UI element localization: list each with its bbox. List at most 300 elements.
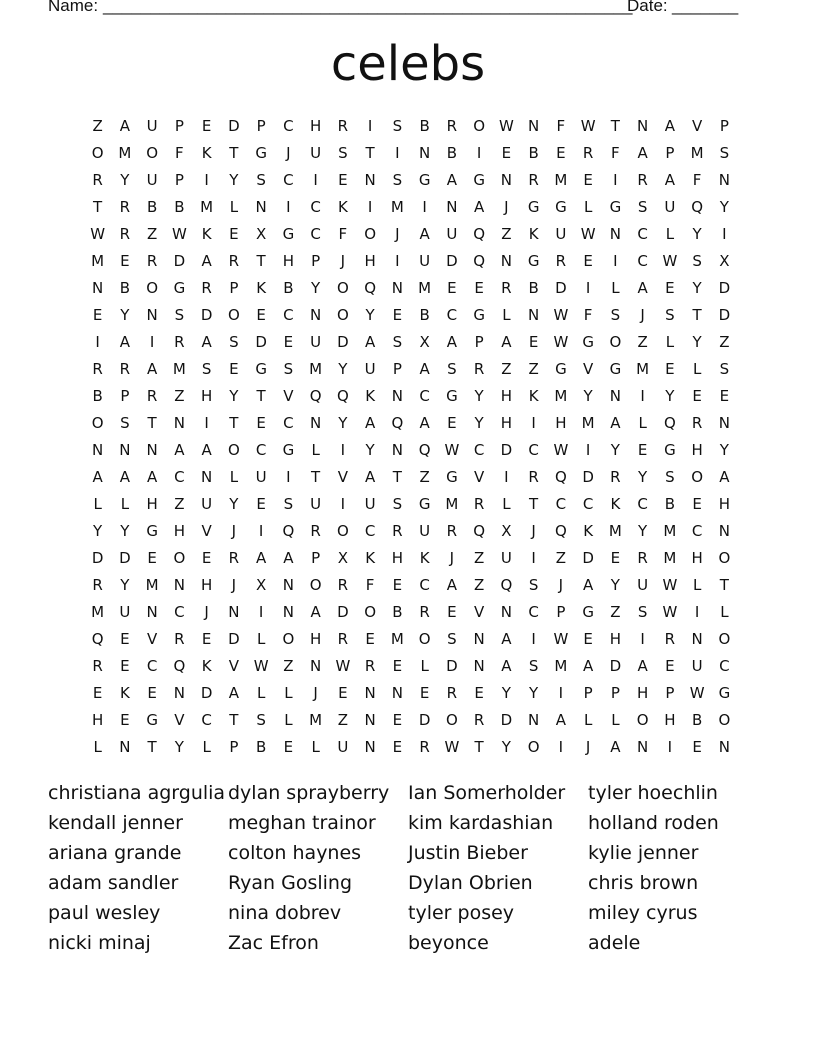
grid-letter: L [93, 738, 102, 756]
grid-letter: W [498, 117, 514, 135]
grid-letter: E [256, 414, 266, 432]
grid-letter: A [582, 576, 594, 594]
grid-letter: U [119, 603, 131, 621]
grid-letter: T [147, 738, 157, 756]
grid-letter: T [93, 198, 103, 216]
grid-letter: H [555, 414, 567, 432]
grid-letter: L [638, 414, 647, 432]
grid-letter: N [637, 117, 649, 135]
grid-letter: R [337, 117, 349, 135]
grid-letter: R [528, 468, 539, 486]
grid-letter: L [665, 225, 675, 243]
grid-letter: K [528, 387, 539, 405]
grid-letter: N [718, 414, 730, 432]
grid-letter: O [636, 711, 649, 729]
word-bank-item: miley cyrus [588, 902, 698, 924]
grid-letter: Q [173, 657, 186, 675]
grid-letter: U [555, 225, 567, 243]
grid-letter: Y [638, 522, 648, 540]
grid-letter: H [691, 549, 703, 567]
grid-letter: E [474, 279, 484, 297]
grid-letter: C [283, 414, 294, 432]
grid-letter: N [609, 225, 621, 243]
grid-letter: Y [120, 522, 130, 540]
grid-letter: F [365, 576, 375, 594]
grid-letter: W [553, 441, 569, 459]
grid-letter: Y [229, 387, 239, 405]
grid-letter: W [553, 630, 569, 648]
grid-letter: C [528, 603, 539, 621]
grid-letter: T [311, 468, 321, 486]
grid-letter: E [528, 333, 539, 351]
grid-letter: J [231, 576, 237, 594]
grid-letter: M [390, 630, 404, 648]
grid-letter: M [118, 144, 132, 162]
grid-letter: W [580, 225, 596, 243]
grid-letter: B [528, 279, 539, 297]
grid-letter: O [718, 549, 731, 567]
grid-letter: F [611, 144, 620, 162]
grid-letter: N [119, 441, 131, 459]
grid-row [84, 140, 738, 167]
grid-letter: H [173, 522, 186, 540]
grid-letter: E [392, 657, 403, 675]
grid-letter: D [337, 603, 349, 621]
grid-letter: E [392, 576, 403, 594]
grid-letter: V [174, 711, 185, 729]
grid-letter: I [340, 441, 346, 459]
grid-letter: A [201, 252, 212, 270]
grid-letter: W [662, 576, 678, 594]
grid-letter: E [120, 657, 130, 675]
grid-letter: G [555, 198, 567, 216]
grid-letter: A [501, 333, 512, 351]
grid-letter: I [149, 333, 155, 351]
grid-letter: I [504, 468, 509, 486]
grid-letter: Y [120, 576, 130, 594]
grid-letter: N [391, 441, 403, 459]
grid-letter: C [719, 657, 730, 675]
grid-letter: S [719, 144, 730, 162]
grid-letter: R [582, 144, 594, 162]
grid-letter: J [395, 225, 400, 243]
grid-letter: N [391, 684, 403, 702]
grid-letter: G [473, 171, 485, 189]
grid-letter: Z [528, 360, 539, 378]
grid-letter: S [120, 414, 130, 432]
grid-letter: L [229, 468, 239, 486]
grid-letter: X [419, 333, 430, 351]
grid-letter: E [392, 738, 403, 756]
grid-letter: O [609, 333, 622, 351]
grid-letter: R [555, 252, 567, 270]
grid-letter: C [310, 225, 321, 243]
grid-letter: J [231, 522, 237, 540]
grid-letter: P [174, 171, 184, 189]
grid-letter: Y [692, 333, 702, 351]
grid-letter: R [610, 468, 621, 486]
grid-row [84, 653, 738, 680]
grid-letter: Z [637, 333, 648, 351]
grid-letter: S [283, 360, 294, 378]
grid-letter: G [609, 360, 622, 378]
grid-letter: M [663, 522, 677, 540]
grid-row [84, 491, 738, 518]
grid-letter: G [173, 279, 186, 297]
grid-letter: K [201, 144, 212, 162]
grid-letter: L [93, 495, 102, 513]
grid-letter: W [90, 225, 106, 243]
grid-letter: H [609, 630, 622, 648]
grid-letter: M [554, 657, 568, 675]
grid-letter: J [449, 549, 455, 567]
grid-letter: K [583, 522, 594, 540]
grid-letter: X [255, 225, 267, 243]
grid-letter: Y [692, 279, 702, 297]
grid-letter: R [119, 225, 131, 243]
grid-letter: E [719, 387, 730, 405]
grid-letter: S [610, 306, 621, 324]
grid-letter: H [200, 387, 213, 405]
grid-letter: K [419, 549, 430, 567]
grid-letter: A [501, 657, 512, 675]
grid-letter: Y [365, 306, 375, 324]
grid-letter: S [201, 360, 212, 378]
grid-letter: A [637, 279, 648, 297]
word-bank-item: Dylan Obrien [408, 872, 533, 894]
grid-letter: T [392, 468, 402, 486]
grid-letter: N [637, 738, 649, 756]
grid-letter: K [528, 225, 539, 243]
grid-letter: F [583, 306, 593, 324]
grid-letter: N [500, 252, 512, 270]
word-bank-item: beyonce [408, 932, 489, 954]
grid-letter: N [609, 387, 621, 405]
grid-letter: Q [336, 387, 349, 405]
grid-letter: L [502, 306, 511, 324]
grid-letter: K [256, 279, 267, 297]
grid-letter: I [395, 144, 400, 162]
grid-letter: J [286, 144, 291, 162]
grid-letter: T [256, 252, 266, 270]
grid-letter: U [500, 549, 512, 567]
grid-letter: L [311, 738, 320, 756]
grid-letter: L [256, 684, 266, 702]
word-bank-item: tyler hoechlin [588, 782, 718, 804]
grid-letter: G [146, 522, 158, 540]
grid-row [84, 383, 738, 410]
grid-letter: I [258, 603, 264, 621]
grid-letter: Y [474, 414, 484, 432]
grid-letter: L [692, 576, 702, 594]
grid-letter: R [337, 630, 349, 648]
date-blank[interactable]: _______ [672, 0, 739, 15]
grid-letter: E [338, 684, 348, 702]
grid-letter: Y [311, 279, 321, 297]
grid-letter: S [692, 252, 702, 270]
grid-letter: G [527, 198, 540, 216]
grid-letter: I [667, 738, 673, 756]
grid-letter: H [309, 117, 322, 135]
grid-letter: S [447, 360, 457, 378]
grid-letter: M [145, 576, 159, 594]
grid-letter: N [310, 657, 322, 675]
grid-letter: M [581, 414, 595, 432]
grid-letter: D [228, 630, 240, 648]
grid-letter: A [364, 333, 376, 351]
grid-letter: W [444, 738, 460, 756]
word-bank-item: adele [588, 932, 641, 954]
grid-letter: Y [338, 360, 348, 378]
grid-letter: X [719, 252, 730, 270]
grid-letter: C [364, 522, 376, 540]
grid-letter: G [446, 468, 458, 486]
name-blank[interactable]: ________________________________________________________ [103, 0, 633, 15]
grid-letter: A [555, 711, 566, 729]
grid-letter: X [501, 522, 512, 540]
grid-letter: R [528, 171, 539, 189]
grid-letter: Y [501, 684, 511, 702]
grid-letter: A [92, 468, 103, 486]
grid-row [84, 626, 738, 653]
grid-letter: I [395, 252, 400, 270]
grid-letter: R [174, 630, 185, 648]
grid-letter: Q [663, 414, 676, 432]
grid-letter: M [554, 171, 568, 189]
grid-letter: A [201, 441, 212, 459]
grid-letter: S [637, 603, 648, 621]
grid-letter: O [718, 630, 731, 648]
grid-row [84, 248, 738, 275]
grid-letter: C [637, 225, 648, 243]
grid-letter: Y [229, 171, 239, 189]
grid-letter: E [474, 684, 484, 702]
grid-row [84, 113, 738, 140]
word-bank-item: Ryan Gosling [228, 872, 353, 894]
grid-letter: G [446, 387, 458, 405]
grid-letter: N [446, 198, 458, 216]
grid-letter: S [229, 333, 239, 351]
grid-letter: R [501, 279, 512, 297]
word-bank-item: meghan trainor [228, 812, 376, 834]
grid-letter: P [665, 684, 675, 702]
grid-letter: B [528, 144, 539, 162]
grid-letter: G [282, 225, 295, 243]
grid-row [84, 707, 738, 734]
grid-letter: N [364, 684, 376, 702]
grid-letter: C [419, 576, 430, 594]
grid-letter: A [664, 117, 675, 135]
grid-letter: Y [93, 522, 103, 540]
grid-letter: R [637, 549, 648, 567]
grid-letter: E [201, 630, 212, 648]
grid-letter: P [229, 279, 239, 297]
grid-letter: H [146, 495, 158, 513]
grid-letter: N [718, 738, 730, 756]
grid-letter: L [202, 738, 211, 756]
grid-letter: S [665, 468, 675, 486]
grid-letter: K [610, 495, 621, 513]
grid-letter: D [255, 333, 267, 351]
grid-letter: H [200, 576, 213, 594]
grid-letter: W [689, 684, 705, 702]
grid-letter: E [229, 225, 239, 243]
grid-letter: U [310, 333, 322, 351]
grid-letter: U [310, 495, 322, 513]
page-title: celebs [330, 36, 486, 92]
grid-letter: E [583, 630, 593, 648]
grid-letter: Z [174, 495, 185, 513]
grid-letter: Q [473, 252, 486, 270]
grid-letter: I [640, 630, 645, 648]
grid-letter: C [310, 198, 321, 216]
grid-letter: U [310, 144, 322, 162]
grid-letter: Z [501, 225, 512, 243]
grid-letter: N [146, 603, 158, 621]
grid-letter: H [636, 684, 649, 702]
grid-letter: E [201, 117, 212, 135]
grid-letter: A [364, 468, 376, 486]
grid-letter: A [610, 738, 621, 756]
grid-letter: N [310, 414, 322, 432]
word-bank-item: christiana agrgulia [48, 782, 226, 804]
grid-letter: S [665, 306, 675, 324]
grid-letter: N [119, 738, 131, 756]
grid-letter: P [610, 684, 620, 702]
grid-letter: L [120, 495, 130, 513]
grid-letter: A [419, 225, 430, 243]
grid-letter: P [256, 117, 266, 135]
grid-letter: N [473, 630, 485, 648]
grid-letter: M [309, 360, 323, 378]
grid-letter: W [553, 333, 569, 351]
grid-letter: D [555, 279, 567, 297]
grid-letter: C [419, 387, 430, 405]
grid-letter: J [313, 684, 318, 702]
grid-letter: R [228, 549, 240, 567]
grid-letter: A [364, 414, 376, 432]
grid-letter: E [556, 144, 566, 162]
grid-letter: D [500, 441, 513, 459]
grid-letter: T [229, 144, 239, 162]
word-bank-item: dylan sprayberry [228, 782, 390, 804]
grid-letter: M [390, 198, 404, 216]
grid-letter: O [691, 468, 704, 486]
grid-letter: C [582, 495, 594, 513]
grid-letter: D [91, 549, 104, 567]
grid-letter: L [583, 198, 593, 216]
grid-letter: P [392, 360, 402, 378]
grid-letter: M [309, 711, 323, 729]
grid-letter: K [365, 549, 376, 567]
grid-letter: H [309, 630, 322, 648]
grid-letter: O [91, 414, 104, 432]
grid-letter: E [610, 549, 621, 567]
grid-letter: R [446, 522, 458, 540]
grid-letter: T [365, 144, 375, 162]
grid-letter: E [447, 414, 457, 432]
grid-letter: Q [554, 468, 567, 486]
grid-letter: J [558, 576, 564, 594]
grid-row [84, 329, 738, 356]
grid-letter: O [282, 630, 295, 648]
grid-letter: E [147, 549, 157, 567]
grid-letter: E [665, 360, 675, 378]
grid-row [84, 302, 738, 329]
grid-letter: J [640, 306, 645, 324]
grid-letter: V [473, 603, 485, 621]
grid-letter: J [531, 522, 536, 540]
grid-letter: C [283, 117, 294, 135]
grid-letter: V [582, 360, 594, 378]
word-bank-item: adam sandler [48, 872, 179, 894]
grid-row [84, 680, 738, 707]
grid-letter: A [446, 171, 457, 189]
grid-letter: W [662, 252, 678, 270]
grid-letter: L [611, 279, 620, 297]
word-bank [48, 778, 768, 958]
grid-letter: E [147, 684, 157, 702]
grid-letter: V [691, 117, 703, 135]
grid-letter: F [692, 171, 702, 189]
grid-letter: N [718, 171, 730, 189]
grid-letter: S [174, 306, 185, 324]
grid-letter: A [119, 468, 130, 486]
grid-letter: D [500, 711, 513, 729]
grid-letter: A [501, 630, 512, 648]
grid-letter: H [91, 711, 104, 729]
grid-letter: C [255, 441, 267, 459]
grid-letter: R [92, 576, 103, 594]
grid-letter: M [445, 495, 459, 513]
grid-letter: V [146, 630, 158, 648]
grid-letter: N [500, 603, 512, 621]
grid-letter: O [146, 144, 159, 162]
grid-letter: I [531, 549, 536, 567]
grid-letter: U [691, 657, 703, 675]
grid-letter: I [585, 441, 591, 459]
grid-letter: S [637, 198, 648, 216]
grid-letter: O [718, 711, 731, 729]
grid-letter: A [582, 657, 594, 675]
grid-row [84, 572, 738, 599]
grid-letter: T [692, 306, 702, 324]
grid-letter: J [504, 198, 509, 216]
grid-letter: E [392, 711, 403, 729]
grid-letter: N [92, 441, 104, 459]
grid-letter: W [171, 225, 187, 243]
grid-letter: Y [610, 441, 620, 459]
grid-letter: S [528, 576, 539, 594]
grid-letter: R [337, 576, 349, 594]
grid-letter: E [447, 603, 457, 621]
grid-letter: T [229, 414, 239, 432]
grid-letter: E [419, 684, 430, 702]
grid-letter: E [120, 711, 130, 729]
grid-letter: O [91, 144, 104, 162]
grid-letter: R [446, 684, 458, 702]
grid-letter: A [283, 549, 294, 567]
letter-grid [84, 113, 738, 761]
grid-letter: D [718, 279, 731, 297]
grid-letter: E [256, 306, 266, 324]
word-bank-item: colton haynes [228, 842, 362, 864]
grid-letter: N [282, 576, 294, 594]
grid-letter: H [718, 495, 731, 513]
grid-letter: G [146, 711, 158, 729]
grid-letter: A [637, 657, 648, 675]
grid-letter: N [173, 576, 185, 594]
